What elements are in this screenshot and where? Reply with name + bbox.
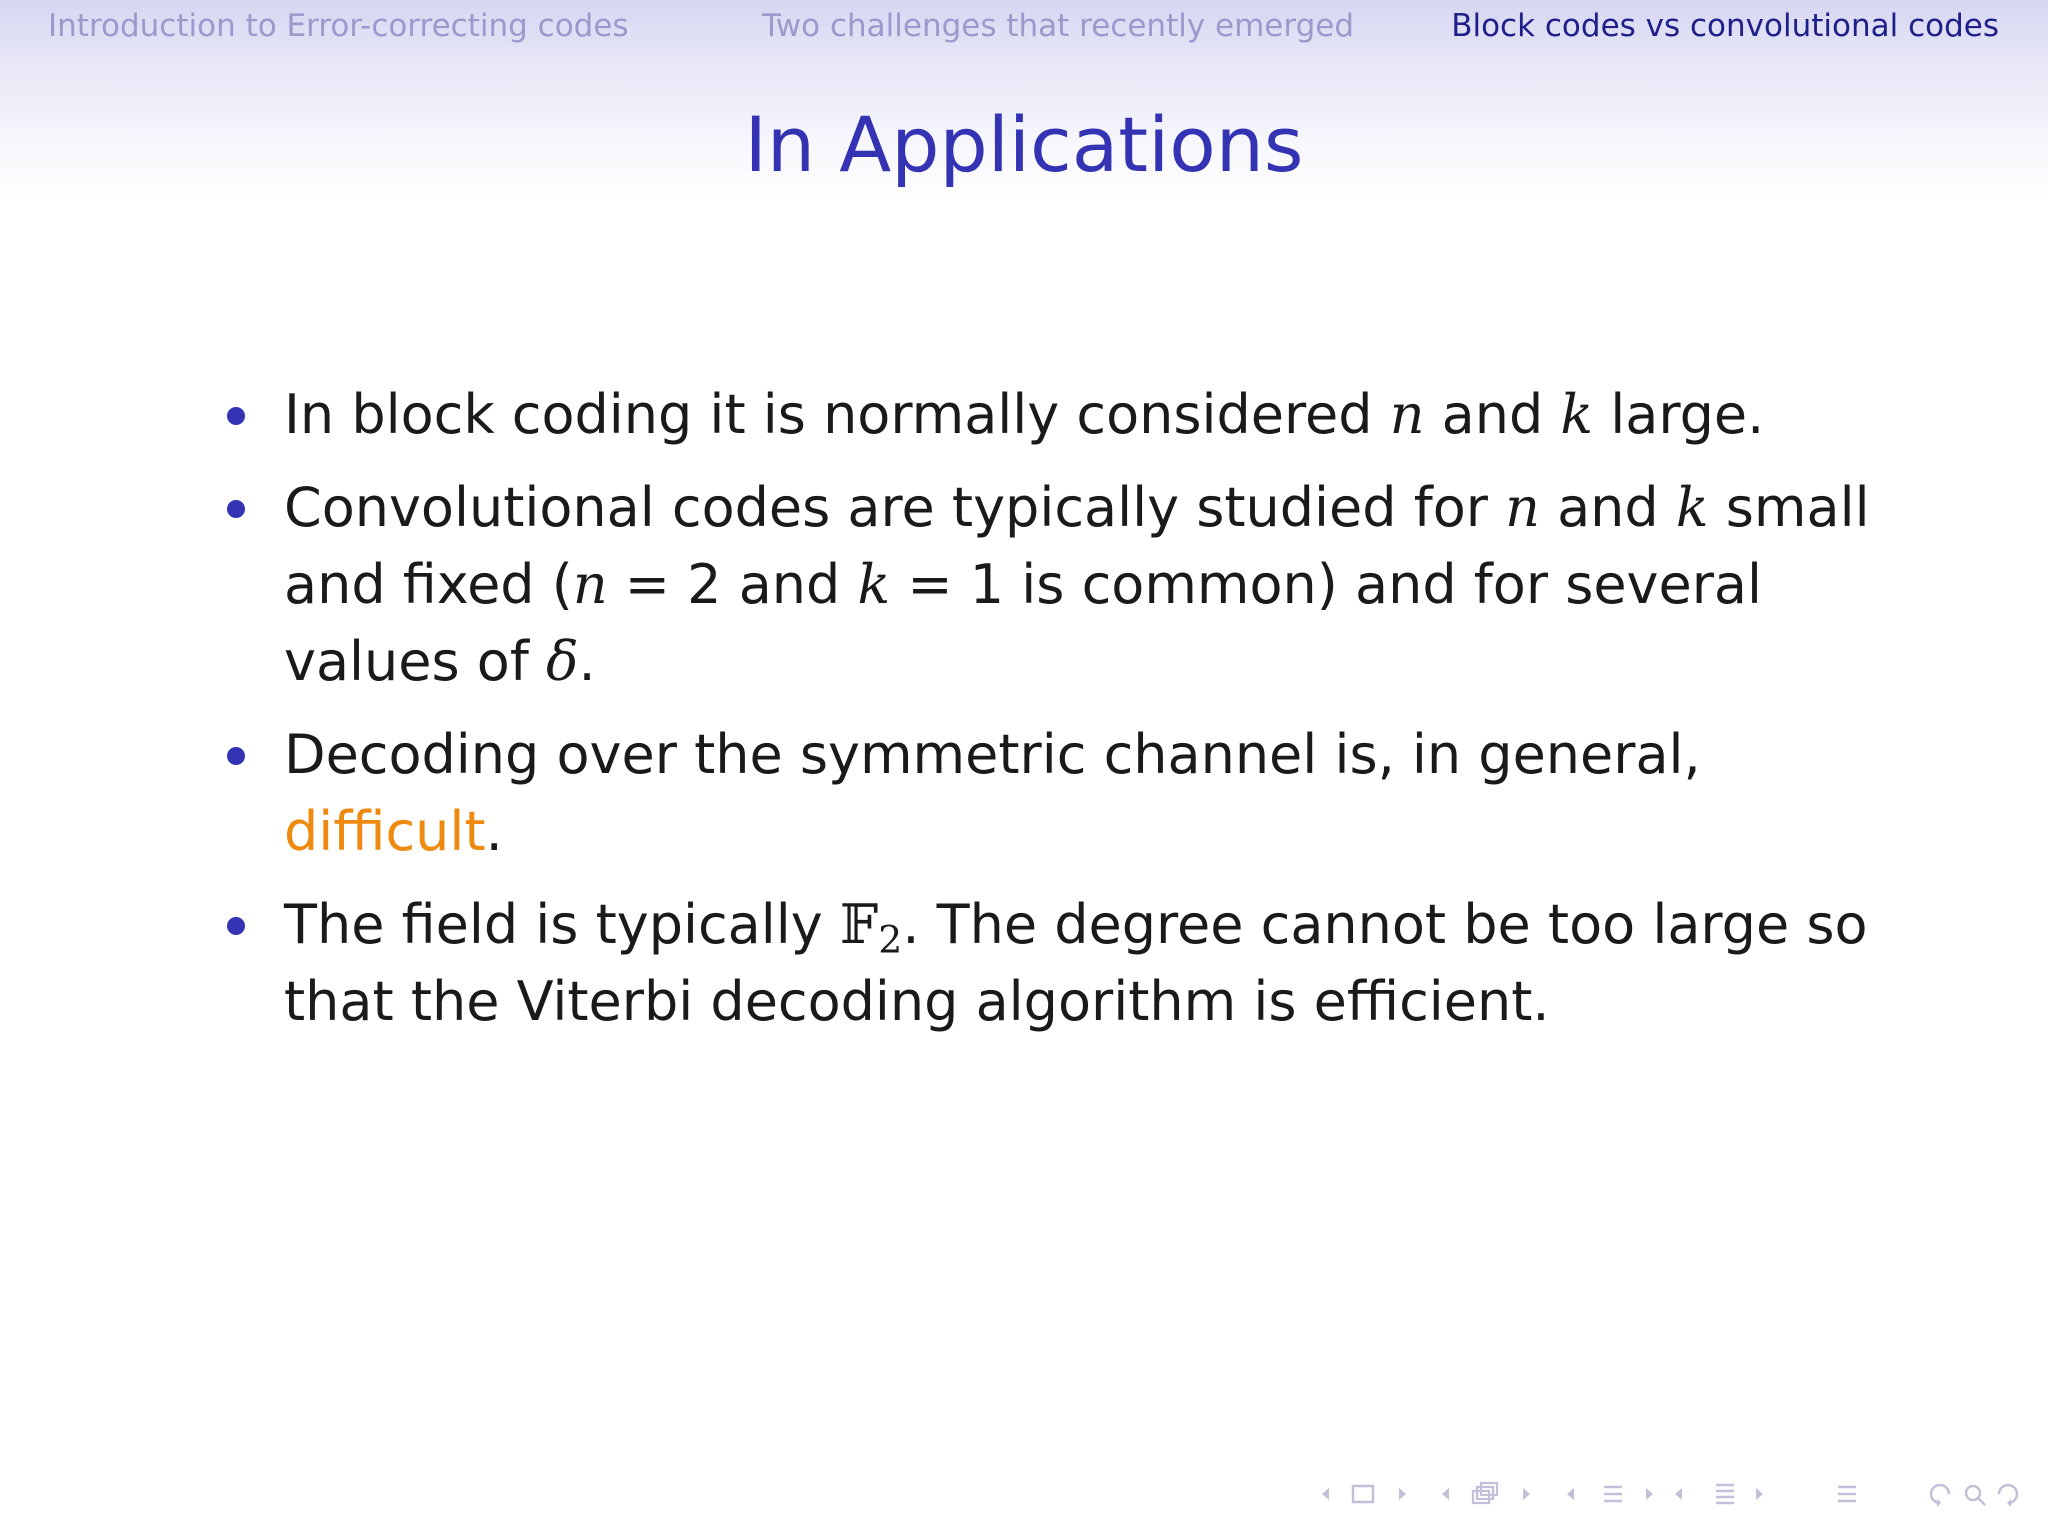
item-text: Convolutional codes are typically studied for n and k small and fixed (n = 2 and k = 1 is common) and for several values of δ. — [284, 476, 1870, 693]
highlight-difficult: difficult — [284, 800, 486, 863]
list-item — [220, 886, 1920, 1040]
item-text: In block coding it is normally considered n and k large. — [284, 383, 1765, 446]
section-next-icon[interactable] — [1646, 1488, 1653, 1500]
back-icon[interactable] — [1931, 1485, 1949, 1503]
subsubsection-icon[interactable] — [1716, 1485, 1734, 1503]
subsubsection-next-icon[interactable] — [1756, 1488, 1763, 1500]
bullet-icon — [227, 407, 245, 425]
bullet-icon — [227, 500, 245, 518]
back-arrow-icon — [1937, 1499, 1941, 1507]
appendix-icon[interactable] — [1838, 1487, 1856, 1501]
search-nav-group[interactable] — [1925, 1478, 2025, 1508]
subsection-prev-icon[interactable] — [1442, 1488, 1449, 1500]
bullet-icon — [227, 747, 245, 765]
section-nav-group[interactable] — [1560, 1478, 1670, 1508]
search-icon[interactable] — [1966, 1486, 1980, 1500]
subsection-nav-group[interactable] — [1435, 1478, 1545, 1508]
bullet-list — [220, 376, 1920, 1056]
bullet-icon — [227, 917, 245, 935]
nav-section-block-vs-convolutional[interactable]: Block codes vs convolutional codes — [1451, 8, 1999, 44]
list-item — [220, 469, 1920, 700]
subsubsection-prev-icon[interactable] — [1675, 1488, 1682, 1500]
frame-icon[interactable] — [1353, 1486, 1373, 1502]
forward-arrow-icon — [2007, 1499, 2011, 1507]
frame-prev-icon[interactable] — [1322, 1488, 1329, 1500]
subsection-next-icon[interactable] — [1523, 1488, 1530, 1500]
frame-nav-group[interactable] — [1315, 1478, 1425, 1508]
frame-title: In Applications — [744, 100, 1304, 189]
field-symbol: 𝔽 — [839, 893, 879, 956]
frame-next-icon[interactable] — [1399, 1488, 1406, 1500]
nav-section-challenges[interactable]: Two challenges that recently emerged — [762, 8, 1355, 44]
forward-icon[interactable] — [1999, 1485, 2017, 1503]
search-handle-icon — [1978, 1498, 1985, 1505]
section-prev-icon[interactable] — [1567, 1488, 1574, 1500]
subsubsection-nav-group[interactable] — [1668, 1478, 1778, 1508]
appendix-nav-group[interactable] — [1832, 1478, 1862, 1508]
item-text: Decoding over the symmetric channel is, in general, difficult. — [284, 723, 1701, 863]
item-text: The field is typically 𝔽$_2$. The degree cannot be too large so that the Viterbi decoding algorithm is efficient. — [284, 893, 1868, 1033]
list-item — [220, 376, 1920, 453]
list-item — [220, 716, 1920, 870]
section-icon[interactable] — [1604, 1487, 1622, 1501]
nav-section-intro[interactable]: Introduction to Error-correcting codes — [48, 8, 629, 44]
subsection-icon[interactable] — [1473, 1483, 1497, 1503]
